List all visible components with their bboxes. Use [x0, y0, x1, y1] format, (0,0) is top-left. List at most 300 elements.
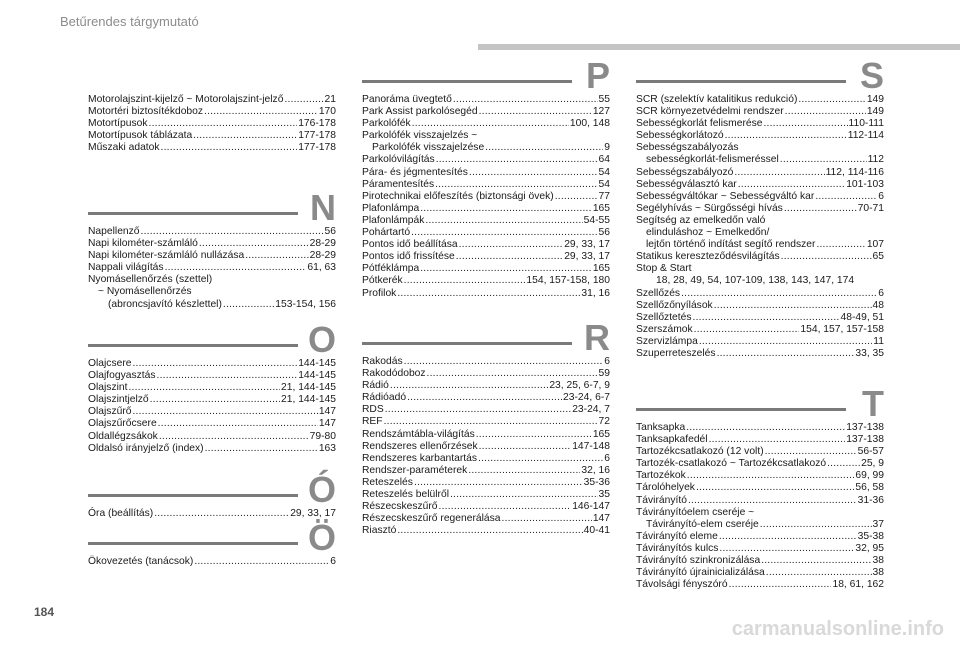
section-o-umlaut — [88, 514, 336, 568]
index-entry-label: Távirányító — [636, 494, 687, 506]
leader-dots — [150, 394, 280, 406]
index-entry-label: Plafonlámpák — [362, 214, 425, 226]
index-entry-page: 37 — [872, 518, 884, 530]
index-entry — [362, 263, 610, 275]
index-entry-label: Távirányító-elem cseréje — [646, 518, 759, 530]
index-entry — [362, 356, 610, 368]
index-entry-page: 147 — [318, 406, 336, 418]
index-entry — [636, 446, 884, 458]
index-entry-page: 9 — [604, 142, 610, 154]
index-entry — [362, 477, 610, 489]
index-entry-label: Rakodódoboz — [362, 368, 426, 380]
index-entry-page: 146-147 — [572, 501, 610, 513]
leader-dots — [725, 130, 847, 142]
index-entry — [636, 130, 884, 142]
index-entry — [88, 382, 336, 394]
index-entry-label: Sebességváltókar ~ Sebességváltó kar — [636, 190, 815, 202]
index-entry-page: 176-178 — [298, 118, 336, 130]
index-entry — [88, 250, 336, 262]
leader-dots — [719, 531, 857, 543]
index-entry — [88, 406, 336, 418]
index-entry — [636, 239, 884, 251]
leader-dots — [414, 477, 583, 489]
index-entry — [362, 453, 610, 465]
index-entry — [362, 368, 610, 380]
leader-dots — [165, 262, 307, 274]
index-entry — [636, 227, 884, 239]
entry-list — [88, 556, 336, 568]
index-entry — [362, 288, 610, 300]
index-entry — [88, 94, 336, 106]
index-entry-label: elinduláshoz ~ Emelkedőn/ — [646, 227, 770, 239]
leader-dots — [815, 191, 877, 203]
index-entry-label: Pótféklámpa — [362, 263, 420, 275]
index-entry-label: Pótkerék — [362, 275, 403, 287]
index-entry — [362, 416, 610, 428]
index-entry-page: 18, 61, 162 — [832, 579, 884, 591]
index-entry-label: Pirotechnikai előfeszítés (biztonsági övek) — [362, 190, 554, 202]
index-entry-label: Park Assist parkolósegéd — [362, 106, 478, 118]
index-entry — [362, 106, 610, 118]
index-entry-page: 6 — [878, 287, 884, 299]
index-entry — [88, 274, 336, 286]
index-entry-label: Olajszintjelző — [88, 394, 149, 406]
index-entry-label: Műszaki adatok — [88, 142, 160, 154]
leader-dots — [761, 555, 871, 567]
index-entry — [636, 324, 884, 336]
leader-dots — [420, 263, 592, 275]
leader-dots — [284, 94, 323, 106]
leader-dots — [199, 238, 309, 250]
index-entry-label: 18, 28, 49, 54, 107-109, 138, 143, 147, 174 — [656, 275, 855, 287]
index-entry-label: SCR (szelektív katalitikus redukció) — [636, 94, 798, 105]
index-entry-page: 165 — [592, 263, 610, 275]
index-entry-page: 110-111 — [848, 118, 884, 130]
index-entry-label: REF — [362, 416, 383, 428]
index-entry-label: Sebességkorlátozó — [636, 130, 724, 142]
index-entry-page: 147 — [318, 418, 336, 430]
index-entry-label: Sebességszabályozó — [636, 166, 734, 178]
index-entry — [636, 422, 884, 434]
leader-dots — [436, 154, 598, 166]
index-entry — [88, 431, 336, 443]
index-entry-page: 137-138 — [846, 422, 884, 433]
section-letter: R — [584, 317, 610, 358]
leader-dots — [390, 380, 548, 392]
index-entry-page: 112-114 — [847, 130, 884, 142]
index-entry — [636, 154, 884, 166]
index-entry — [362, 441, 610, 453]
index-entry-label: Plafonlámpa — [362, 202, 420, 214]
index-entry-label: Rendszer-paraméterek — [362, 464, 468, 476]
index-entry-label: Panoráma üvegtető — [362, 94, 452, 105]
index-entry-label: sebességkorlát-felismeréssel — [646, 154, 779, 166]
index-entry-label: Olajcsere — [88, 358, 132, 369]
leader-dots — [476, 429, 592, 441]
leader-dots — [425, 215, 582, 227]
index-entry-page: 6 — [604, 452, 610, 464]
leader-dots — [555, 191, 598, 203]
index-entry — [636, 531, 884, 543]
leader-dots — [469, 167, 598, 179]
index-entry — [362, 465, 610, 477]
index-entry-page: 21 — [324, 94, 336, 105]
entry-list — [88, 94, 336, 154]
watermark-logo: carmanualsonline.info — [731, 618, 944, 640]
index-entry-page: 163 — [318, 442, 336, 454]
leader-dots — [149, 118, 298, 130]
index-entry-label: Pohártartó — [362, 227, 411, 239]
index-entry-page: 64 — [598, 154, 610, 166]
index-entry-page: 154, 157, 157-158 — [800, 323, 884, 335]
index-entry-label: Reteszelés belülről — [362, 489, 449, 501]
index-entry-page: 147-148 — [572, 440, 610, 452]
leader-dots — [478, 453, 603, 465]
index-entry — [636, 312, 884, 324]
index-entry-label: (abroncsjavító készlettel) — [108, 298, 222, 310]
index-entry-page: 6 — [604, 356, 610, 367]
section-letter: T — [862, 383, 884, 424]
index-entry-page: 79-80 — [309, 430, 336, 442]
heading-rule — [362, 80, 572, 83]
leader-dots — [412, 118, 569, 130]
index-entry-page: 33, 35 — [855, 347, 884, 359]
index-entry-label: Tanksapkafedél — [636, 434, 708, 446]
entry-list — [636, 422, 884, 591]
index-entry-label: Részecskeszűrő regenerálása — [362, 513, 501, 525]
index-entry-label: Napi kilométer-számláló nullázása — [88, 250, 245, 262]
index-entry-label: Távirányító eleme — [636, 530, 718, 542]
leader-dots — [193, 130, 297, 142]
index-entry-page: 147 — [592, 513, 610, 525]
section-n — [88, 184, 336, 311]
index-entry — [636, 251, 884, 263]
leader-dots — [681, 288, 877, 300]
index-entry-label: Szellőzőnyílások — [636, 299, 713, 311]
letter-heading-s — [636, 52, 884, 94]
leader-dots — [133, 358, 298, 370]
index-entry-label: Napi kilométer-számláló — [88, 238, 198, 250]
leader-dots — [688, 495, 857, 507]
index-entry — [636, 118, 884, 130]
leader-dots — [223, 299, 274, 311]
index-entry — [636, 495, 884, 507]
index-entry — [362, 191, 610, 203]
index-entry-page: 31, 16 — [581, 287, 610, 299]
index-entry-page: 72 — [598, 416, 610, 428]
index-entry-label: Reteszelés — [362, 476, 413, 488]
section-p — [362, 52, 610, 300]
index-entry — [636, 191, 884, 203]
index-entry-page: 40-41 — [583, 525, 610, 537]
index-entry — [362, 525, 610, 537]
index-entry — [362, 404, 610, 416]
section-letter: P — [585, 55, 610, 96]
section-m-continued — [88, 94, 336, 154]
section-letter: Ó — [307, 469, 336, 510]
index-entry-label: Rendszeres ellenőrzések — [362, 440, 478, 452]
heading-rule — [636, 80, 846, 83]
index-entry-label: Nyomásellenőrzés (szettel) — [88, 274, 213, 286]
index-entry — [636, 215, 884, 227]
index-entry-label: Részecskeszűrő — [362, 501, 438, 513]
index-entry-label: Olajszűrő — [88, 406, 132, 418]
index-entry-page: 165 — [592, 428, 610, 440]
page-number: 184 — [34, 605, 55, 619]
index-entry-page: 153-154, 156 — [275, 298, 336, 310]
entry-list — [88, 358, 336, 455]
index-entry-page: 25, 9 — [861, 458, 884, 470]
index-entry-label: Tartozékok — [636, 470, 686, 482]
heading-rule — [362, 342, 572, 345]
index-entry-label: Ökovezetés (tanácsok) — [88, 556, 194, 567]
index-entry — [362, 251, 610, 263]
leader-dots — [479, 441, 572, 453]
index-entry-label: lejtőn történő indítást segítő rendszer — [646, 239, 816, 251]
leader-dots — [157, 370, 298, 382]
leader-dots — [384, 416, 598, 428]
index-entry-page: 31-36 — [857, 494, 884, 506]
index-entry — [88, 106, 336, 118]
index-entry-page: 56-57 — [857, 446, 884, 458]
letter-heading-o-acute — [88, 466, 336, 508]
leader-dots — [411, 227, 597, 239]
index-entry-page: 70-71 — [857, 202, 884, 214]
index-entry-label: RDS — [362, 404, 384, 416]
index-entry — [636, 203, 884, 215]
index-entry-page: 29, 33, 17 — [564, 251, 610, 263]
leader-dots — [435, 179, 597, 191]
index-entry-label: Tartozék-csatlakozó ~ Tartozékcsatlakozó — [636, 458, 827, 470]
leader-dots — [205, 443, 318, 455]
index-entry-label: Segítség az emelkedőn való — [636, 214, 766, 226]
leader-dots — [784, 203, 857, 215]
leader-dots — [404, 356, 604, 368]
index-entry-page: 28-29 — [309, 238, 336, 250]
index-entry-label: Távolsági fényszóró — [636, 579, 728, 591]
index-entry-label: Parkolófék visszajelzése — [372, 142, 485, 154]
leader-dots — [763, 118, 847, 130]
index-entry-label: Rádióadó — [362, 392, 407, 404]
index-entry — [362, 118, 610, 130]
leader-dots — [714, 300, 872, 312]
leader-dots — [141, 226, 324, 238]
index-entry-label: Rendszeres karbantartás — [362, 452, 478, 464]
leader-dots — [161, 142, 298, 154]
section-s — [636, 52, 884, 360]
index-entry-label: Segélyhívás ~ Sürgősségi hívás — [636, 202, 783, 214]
index-entry — [88, 556, 336, 568]
index-entry — [362, 215, 610, 227]
index-entry — [88, 443, 336, 455]
index-entry — [636, 288, 884, 300]
index-entry-page: 177-178 — [298, 142, 336, 154]
index-entry-page: 38 — [872, 567, 884, 579]
letter-heading-t — [636, 380, 884, 422]
heading-rule — [88, 494, 298, 497]
index-entry-page: 149 — [866, 106, 884, 118]
index-entry-label: Stop & Start — [636, 263, 692, 275]
index-entry-page: 56 — [324, 226, 336, 237]
index-entry-page: 23-24, 7 — [572, 404, 610, 416]
leader-dots — [719, 543, 854, 555]
index-entry-page: 35 — [598, 489, 610, 501]
leader-dots — [485, 142, 603, 154]
index-entry-page: 112, 114-116 — [825, 166, 884, 178]
section-letter: O — [307, 319, 336, 360]
index-entry — [362, 179, 610, 191]
section-r — [362, 314, 610, 537]
index-entry-page: 77 — [598, 190, 610, 202]
index-entry-page: 54-55 — [583, 214, 610, 226]
leader-dots — [781, 251, 872, 263]
leader-dots — [128, 382, 280, 394]
index-entry — [636, 336, 884, 348]
index-entry-label: Parkolófék visszajelzés ~ — [362, 130, 478, 142]
index-entry-label: Olajszint — [88, 382, 128, 394]
leader-dots — [693, 312, 840, 324]
index-entry-page: 55 — [598, 94, 610, 105]
index-entry — [88, 394, 336, 406]
index-entry-label: Óra (beállítás) — [88, 508, 154, 519]
leader-dots — [459, 239, 564, 251]
index-entry — [88, 418, 336, 430]
index-entry-page: 48 — [872, 299, 884, 311]
leader-dots — [453, 94, 598, 106]
index-entry-page: 21, 144-145 — [281, 394, 336, 406]
leader-dots — [734, 167, 824, 179]
index-entry-label: ~ Nyomásellenőrzés — [98, 286, 192, 298]
leader-dots — [780, 154, 867, 166]
index-entry-label: Szuperreteszelés — [636, 347, 716, 359]
leader-dots — [439, 501, 572, 513]
index-entry-page: 170 — [318, 106, 336, 118]
section-letter: S — [859, 55, 884, 96]
leader-dots — [699, 336, 872, 348]
index-entry — [88, 226, 336, 238]
entry-list — [88, 226, 336, 311]
heading-rule — [88, 344, 298, 347]
index-entry-label: Olajfogyasztás — [88, 370, 156, 382]
index-entry-label: Szerszámok — [636, 323, 693, 335]
index-entry — [88, 130, 336, 142]
leader-dots — [694, 324, 800, 336]
index-entry-label: SCR környezetvédelmi rendszer — [636, 106, 784, 118]
section-letter: Ö — [307, 517, 336, 558]
leader-dots — [385, 404, 571, 416]
index-entry-label: Páramentesítés — [362, 178, 435, 190]
index-entry-page: 32, 95 — [855, 542, 884, 554]
index-entry — [362, 167, 610, 179]
index-entry-label: Távirányító újrainicializálása — [636, 567, 765, 579]
leader-dots — [133, 406, 318, 418]
index-entry — [636, 567, 884, 579]
index-entry-page: 21, 144-145 — [281, 382, 336, 394]
index-entry — [88, 118, 336, 130]
index-entry — [362, 489, 610, 501]
section-o-acute — [88, 466, 336, 520]
index-entry-page: 54 — [598, 178, 610, 190]
leader-dots — [158, 418, 318, 430]
index-entry-page: 101-103 — [846, 178, 884, 190]
index-entry-page: 177-178 — [298, 130, 336, 142]
index-entry-page: 112 — [867, 154, 884, 166]
entry-list — [362, 356, 610, 537]
index-entry-label: Parkolófék — [362, 118, 411, 130]
leader-dots — [717, 348, 855, 360]
index-entry-page: 23, 25, 6-7, 9 — [549, 380, 610, 392]
index-entry-page: 154, 157-158, 180 — [526, 275, 610, 287]
index-entry-label: Tanksapka — [636, 422, 686, 433]
section-o — [88, 316, 336, 455]
index-entry-page: 69, 99 — [855, 470, 884, 482]
page-header-title: Betűrendes tárgymutató — [60, 14, 199, 29]
index-entry-label: Motortípusok táblázata — [88, 130, 193, 142]
index-entry-page: 65 — [872, 251, 884, 263]
index-entry-page: 165 — [592, 202, 610, 214]
index-entry — [362, 154, 610, 166]
index-entry-page: 54 — [598, 166, 610, 178]
index-entry — [636, 348, 884, 360]
index-entry-label: Tárolóhelyek — [636, 482, 695, 494]
index-entry — [362, 94, 610, 106]
index-entry-label: Motortéri biztosítékdoboz — [88, 106, 204, 118]
index-entry-label: Tartozékcsatlakozó (12 volt) — [636, 446, 764, 458]
index-entry — [88, 142, 336, 154]
leader-dots — [765, 446, 857, 458]
leader-dots — [502, 513, 592, 525]
entry-list — [362, 94, 610, 300]
index-entry-label: Motorolajszint-kijelző ~ Motorolajszint-jelző — [88, 94, 284, 105]
index-entry-page: 6 — [330, 556, 336, 567]
index-entry — [362, 203, 610, 215]
index-entry — [636, 300, 884, 312]
heading-rule — [636, 408, 846, 411]
index-entry-label: Távirányító szinkronizálása — [636, 555, 761, 567]
index-entry — [88, 370, 336, 382]
leader-dots — [738, 179, 845, 191]
leader-dots — [479, 106, 592, 118]
index-entry-label: Szellőztetés — [636, 311, 692, 323]
leader-dots — [766, 567, 872, 579]
entry-list — [636, 94, 884, 360]
leader-dots — [729, 579, 832, 591]
index-entry — [362, 275, 610, 287]
leader-dots — [696, 482, 854, 494]
index-entry-label: Napellenző — [88, 226, 140, 237]
index-entry-page: 48-49, 51 — [840, 311, 884, 323]
index-entry — [636, 94, 884, 106]
index-entry-page: 127 — [592, 106, 610, 118]
index-entry-label: Pontos idő frissítése — [362, 251, 455, 263]
index-entry — [362, 501, 610, 513]
index-entry — [88, 286, 336, 298]
index-entry-label: Távirányítós kulcs — [636, 542, 719, 554]
index-entry — [88, 358, 336, 370]
leader-dots — [468, 465, 580, 477]
index-entry-page: 23-24, 6-7 — [563, 392, 610, 404]
letter-heading-o-umlaut — [88, 514, 336, 556]
index-entry-label: Rakodás — [362, 356, 403, 367]
index-entry-label: Statikus kereszteződésvilágítás — [636, 251, 780, 263]
index-entry-label: Nappali világítás — [88, 262, 164, 274]
section-t — [636, 380, 884, 591]
index-entry — [636, 482, 884, 494]
section-letter: N — [310, 187, 336, 228]
index-entry-label: Profilok — [362, 287, 397, 299]
leader-dots — [686, 422, 845, 434]
leader-dots — [709, 434, 846, 446]
